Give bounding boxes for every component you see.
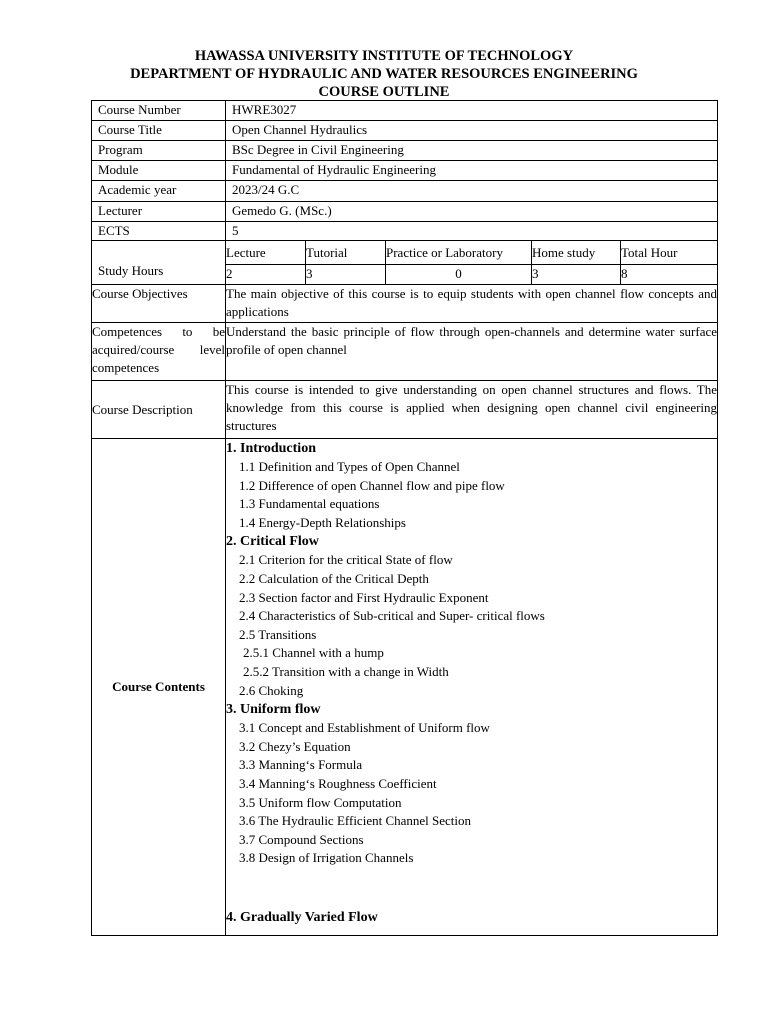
list-item: 3.2 Chezy’s Equation [239,738,351,754]
list-item: 2.3 Section factor and First Hydraulic Exponent [239,589,489,605]
lecturer-label: Lecturer [92,202,226,222]
university-title: HAWASSA UNIVERSITY INSTITUTE OF TECHNOLOGY [194,48,574,64]
row-description [92,381,718,439]
tutorial-hours: 3 [306,265,386,285]
document-title: COURSE OUTLINE [318,84,450,100]
study-hours-header-row [92,241,718,265]
course-number-value: HWRE3027 [226,101,718,121]
objectives-label: Course Objectives [92,285,226,323]
home-study-header: Home study [532,241,621,265]
row-course-number [92,101,718,121]
chapter-3-title: 3. Uniform flow [226,702,321,718]
practice-header: Practice or Laboratory [386,241,532,265]
list-item: 1.1 Definition and Types of Open Channel [239,459,460,474]
list-item: 3.7 Compound Sections [239,831,364,847]
list-item: 3.1 Concept and Establishment of Uniform flow [239,720,490,736]
sub-list-item: 2.5.2 Transition with a change in Width [243,663,449,679]
document-header [0,47,768,101]
practice-hours: 0 [386,265,532,285]
department-title: DEPARTMENT OF HYDRAULIC AND WATER RESOURCES ENGINEERING [130,66,638,82]
ects-label: ECTS [92,222,226,241]
row-course-contents [92,439,718,936]
ects-value: 5 [226,222,718,241]
list-item: 1.3 Fundamental equations [239,496,380,512]
course-contents-label: Course Contents [92,439,226,936]
objectives-text: The main objective of this course is to equip students with open channel flow concepts and applications [226,285,718,323]
course-number-label: Course Number [92,101,226,121]
row-competences [92,323,718,381]
course-contents [226,439,718,936]
program-value: BSc Degree in Civil Engineering [226,141,718,161]
description-text: This course is intended to give understanding on open channel structures and flows. The knowledge from this course is applied when designing open channel civil engineering structures [226,381,718,439]
study-hours-label: Study Hours [92,241,226,285]
row-program [92,141,718,161]
list-item: 3.6 The Hydraulic Efficient Channel Section [239,813,472,829]
lecture-hours: 2 [226,265,306,285]
tutorial-header: Tutorial [306,241,386,265]
list-item: 2.1 Criterion for the critical State of flow [239,552,453,568]
list-item: 2.5 Transitions [239,626,317,642]
total-hours: 8 [621,265,718,285]
list-item: 3.8 Design of Irrigation Channels [239,850,414,866]
academic-year-label: Academic year [92,181,226,202]
course-title-label: Course Title [92,121,226,141]
list-item: 1.2 Difference of open Channel flow and pipe flow [239,477,505,493]
list-item: 1.4 Energy-Depth Relationships [239,514,406,530]
chapter-2-title: 2. Critical Flow [226,534,319,550]
list-item: 2.6 Choking [239,682,304,698]
list-item: 2.2 Calculation of the Critical Depth [239,570,429,586]
list-item: 3.4 Manning‘s Roughness Coefficient [239,775,437,791]
row-lecturer [92,202,718,222]
lecturer-value: Gemedo G. (MSc.) [226,202,718,222]
total-hour-header: Total Hour [621,241,718,265]
row-ects [92,222,718,241]
row-objectives [92,285,718,323]
course-outline-table [91,100,718,936]
competences-label: Competences to be acquired/course level competences [92,323,226,381]
module-label: Module [92,161,226,181]
competences-text: Understand the basic principle of flow through open-channels and determine water surface profile of open channel [226,323,718,381]
list-item: 2.4 Characteristics of Sub-critical and Super- critical flows [239,608,545,624]
list-item: 3.5 Uniform flow Computation [239,794,402,810]
list-item: 3.3 Manning‘s Formula [239,757,363,773]
chapter-1-title: 1. Introduction [226,441,316,456]
row-academic-year [92,181,718,202]
chapter-4-title: 4. Gradually Varied Flow [226,909,378,925]
description-label: Course Description [92,381,226,439]
module-value: Fundamental of Hydraulic Engineering [226,161,718,181]
row-module [92,161,718,181]
sub-list-item: 2.5.1 Channel with a hump [243,645,384,661]
program-label: Program [92,141,226,161]
course-title-value: Open Channel Hydraulics [226,121,718,141]
lecture-header: Lecture [226,241,306,265]
spacer [226,868,717,908]
home-study-hours: 3 [532,265,621,285]
row-course-title [92,121,718,141]
academic-year-value: 2023/24 G.C [226,181,718,202]
